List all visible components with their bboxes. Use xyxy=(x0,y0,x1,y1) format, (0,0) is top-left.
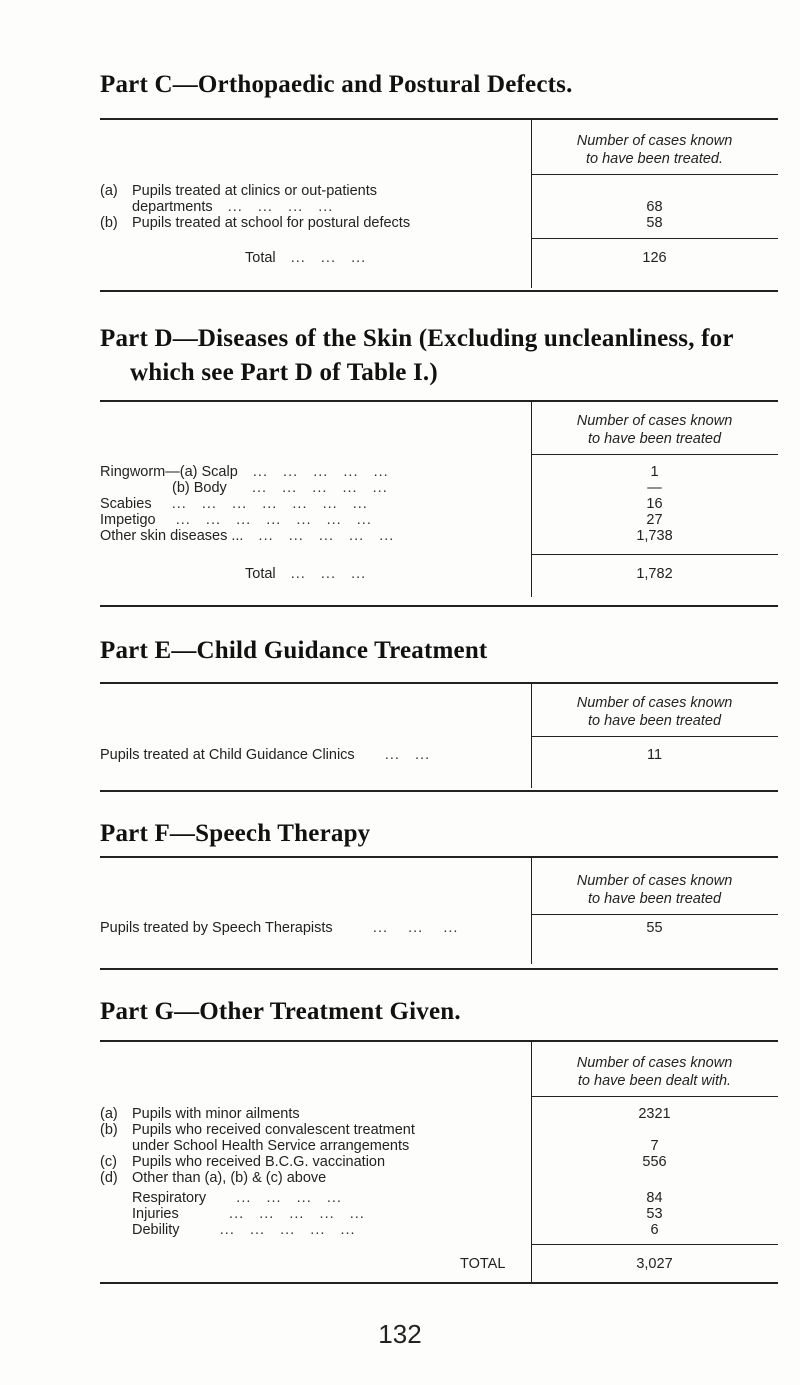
table-row: (b) Body ... ... ... ... ... xyxy=(172,480,388,496)
header-rule xyxy=(531,454,778,455)
part-e-title: Part E—Child Guidance Treatment xyxy=(100,637,488,664)
table-row: Scabies ... ... ... ... ... ... ... xyxy=(100,496,368,512)
header-rule xyxy=(531,174,778,175)
table-value: 84 xyxy=(646,1190,663,1206)
column-header: Number of cases known to have been treated. xyxy=(576,133,733,167)
table-value: 7 xyxy=(650,1138,659,1154)
column-header: Number of cases known to have been treated xyxy=(576,695,733,729)
total-value: 3,027 xyxy=(636,1256,673,1272)
table-value: 1 xyxy=(650,464,659,480)
header-rule xyxy=(531,1096,778,1097)
total-label: TOTAL xyxy=(460,1256,506,1272)
table-value: 55 xyxy=(646,920,663,936)
table-value: — xyxy=(647,480,662,496)
total-row: Total ... ... ... xyxy=(245,566,367,582)
table-bottom-rule xyxy=(100,968,778,970)
total-rule xyxy=(531,238,778,239)
table-row: Ringworm—(a) Scalp ... ... ... ... ... xyxy=(100,464,389,480)
table-bottom-rule xyxy=(100,290,778,292)
part-g-title: Part G—Other Treatment Given. xyxy=(100,998,461,1025)
table-value: 58 xyxy=(646,215,663,231)
table-value: 6 xyxy=(650,1222,659,1238)
table-top-rule xyxy=(100,682,778,684)
total-rule xyxy=(531,1244,778,1245)
table-row-cont: departments ... ... ... ... xyxy=(132,199,334,215)
part-c-title: Part C—Orthopaedic and Postural Defects. xyxy=(100,71,573,98)
page-number: 132 xyxy=(378,1319,422,1349)
part-c-table: Number of cases known to have been treated. (a) Pupils treated at clinics or out-patients departments ... ... ... ... 68 (b) Pupils treated at school for postural defects 58 Total ... ... ... 126 xyxy=(100,118,778,298)
table-bottom-rule xyxy=(100,605,778,607)
table-top-rule xyxy=(100,400,778,402)
part-g-table: Number of cases known to have been dealt with. (a) Pupils with minor ailments 2321 (b) Pupils who received convalescent treatment under School Health Service arrangements 7 (c) Pupils who received B.C.G. vaccination 556 (d) Other than (a), (b) & (c) above Respiratory ... ... ... ... 84 Injuries ... ... ... ... ... 53 Debility ... ... ... ... ... 6 TOTAL 3,027 xyxy=(100,1040,778,1290)
table-row: Pupils treated at Child Guidance Clinics ... ... xyxy=(100,747,431,763)
column-header: Number of cases known to have been dealt with. xyxy=(576,1055,733,1089)
column-header: Number of cases known to have been treated xyxy=(576,413,733,447)
table-value: 11 xyxy=(646,747,663,763)
part-d-table xyxy=(100,400,778,610)
table-value: 53 xyxy=(646,1206,663,1222)
total-rule xyxy=(531,554,778,555)
table-value: 2321 xyxy=(638,1106,671,1122)
table-top-rule xyxy=(100,118,778,120)
table-top-rule xyxy=(100,1040,778,1042)
table-row: Impetigo ... ... ... ... ... ... ... xyxy=(100,512,372,528)
part-e-table xyxy=(100,682,778,794)
table-row: Injuries ... ... ... ... ... xyxy=(132,1206,365,1222)
table-top-rule xyxy=(100,856,778,858)
total-row: Total ... ... ... xyxy=(245,250,367,266)
total-value: 126 xyxy=(642,250,667,266)
table-bottom-rule xyxy=(100,1282,778,1284)
table-value: 27 xyxy=(646,512,663,528)
table-row: Other skin diseases ... ... ... ... ... ... xyxy=(100,528,395,544)
table-value: 68 xyxy=(646,199,663,215)
header-rule xyxy=(531,914,778,915)
header-rule xyxy=(531,736,778,737)
table-value: 1,738 xyxy=(636,528,673,544)
column-header: Number of cases known to have been treated xyxy=(576,873,733,907)
part-f-table xyxy=(100,856,778,972)
total-value: 1,782 xyxy=(636,566,673,582)
table-row: Pupils treated by Speech Therapists ... ... ... xyxy=(100,920,459,936)
table-row: Respiratory ... ... ... ... xyxy=(132,1190,342,1206)
table-row: Debility ... ... ... ... ... xyxy=(132,1222,356,1238)
part-d-title: Part D—Diseases of the Skin (Excluding uncleanliness, for which see Part D of Table I.) xyxy=(100,325,734,386)
table-value: 556 xyxy=(642,1154,667,1170)
table-value: 16 xyxy=(646,496,663,512)
table-row-cont: under School Health Service arrangements xyxy=(132,1138,410,1154)
part-f-title: Part F—Speech Therapy xyxy=(100,820,371,847)
table-bottom-rule xyxy=(100,790,778,792)
